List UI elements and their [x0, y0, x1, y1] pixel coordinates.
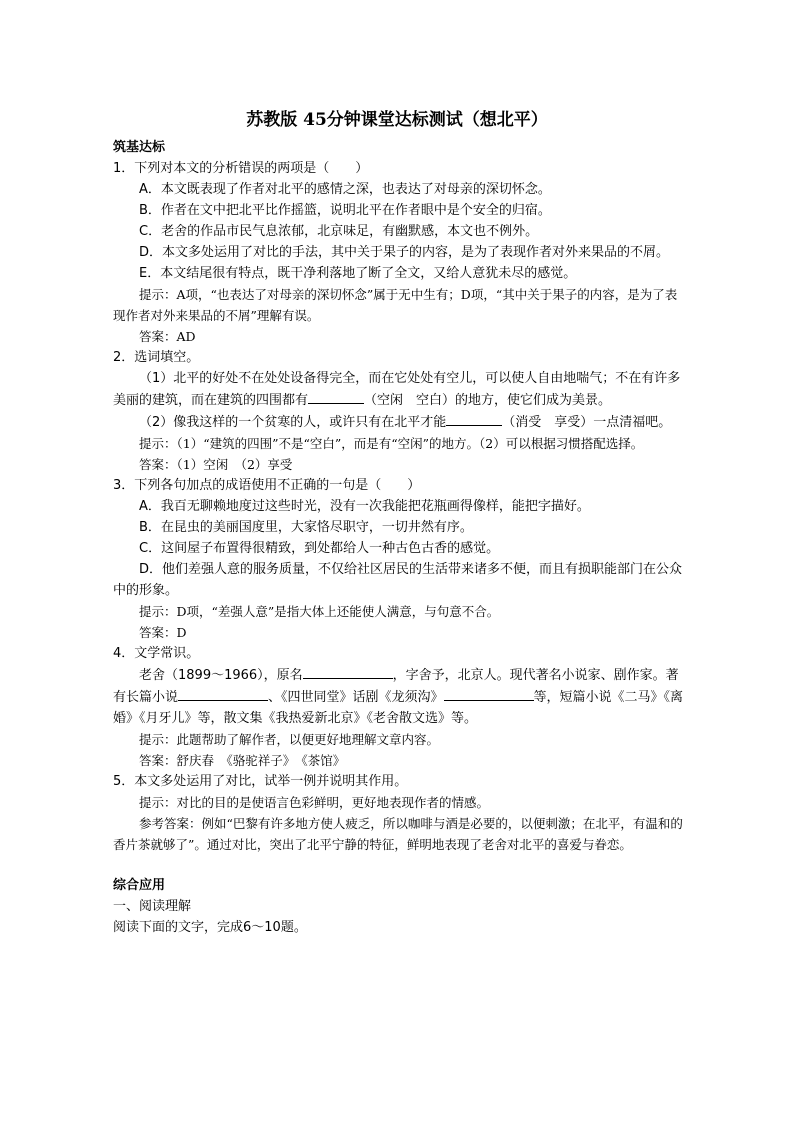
fill-blank[interactable] [446, 411, 502, 426]
q3-option-c: C．这间屋子布置得很精致，到处都给人一种古色古香的感觉。 [139, 541, 500, 556]
fill-blank[interactable] [178, 686, 268, 701]
q4-text-4: 等，短篇小说《二马》《离婚》《月牙儿》等，散文集《我热爱新北京》《老舍散文选》等。 [113, 690, 684, 726]
q2-item-1-text-a: （1）北平的好处不在处处设备得完全，而在它处处有空儿，可以使人自由地喘气；不在有许多美丽的建筑，而在建筑的四围都有 [113, 371, 681, 408]
subsection-heading: 一、阅读理解 [113, 899, 192, 914]
question-1-stem: 1．下列对本文的分析错误的两项是（ ） [113, 161, 369, 176]
q1-hint: 提示：A项，“也表达了对母亲的深切怀念”属于无中生有；D项，“其中关于果子的内容，是为了表现作者对外来果品的不屑”理解有误。 [113, 287, 678, 323]
q4-text-1: 老舍（1899～1966），原名 [139, 668, 303, 683]
reading-instruction: 阅读下面的文字，完成6～10题。 [113, 920, 307, 935]
q2-item-2-text-a: （2）像我这样的一个贫寒的人，或许只有在北平才能 [139, 415, 447, 430]
q1-option-a: A．本文既表现了作者对北平的感情之深，也表达了对母亲的深切怀念。 [139, 182, 551, 197]
page-title: 苏教版 45分钟课堂达标测试（想北平） [246, 110, 548, 130]
q4-text-3: 、《四世同堂》话剧《龙须沟》 [268, 690, 444, 705]
q2-item-2 [113, 411, 685, 433]
q1-option-b: B．作者在文中把北平比作摇篮，说明北平在作者眼中是个安全的归宿。 [139, 203, 551, 218]
question-5-stem: 5．本文多处运用了对比，试举一例并说明其作用。 [113, 774, 408, 789]
document-body [113, 137, 685, 938]
q2-item-1 [113, 368, 685, 411]
q5-hint: 提示：对比的目的是使语言色彩鲜明，更好地表现作者的情感。 [139, 795, 490, 810]
q2-item-2-text-b: （消受 享受）一点清福吧。 [502, 415, 672, 430]
section-heading-application: 综合应用 [113, 878, 166, 893]
q5-answer: 参考答案：例如“巴黎有许多地方使人疲乏，所以咖啡与酒是必要的，以便刺激；在北平，有温和的香片茶就够了”。通过对比，突出了北平宁静的特征，鲜明地表现了老舍对北平的喜爱与眷恋。 [113, 816, 683, 852]
q1-option-d: D．本文多处运用了对比的手法，其中关于果子的内容，是为了表现作者对外来果品的不屑。 [139, 245, 670, 260]
q4-answer: 答案：舒庆春 《骆驼祥子》 《茶馆》 [139, 753, 346, 768]
q3-option-a: A．我百无聊赖地度过这些时光，没有一次我能把花瓶画得像样，能把字描好。 [139, 499, 590, 514]
q1-answer: 答案：AD [139, 329, 196, 344]
q3-option-d: D．他们差强人意的服务质量，不仅给社区居民的生活带来诸多不便，而且有损职能部门在公众中的形象。 [113, 562, 683, 598]
q3-option-b: B．在昆虫的美丽国度里，大家恪尽职守，一切井然有序。 [139, 520, 473, 535]
q1-option-c: C．老舍的作品市民气息浓郁，北京味足，有幽默感，本文也不例外。 [139, 224, 539, 239]
fill-blank[interactable] [303, 664, 393, 679]
q4-text-2: ，字舍予，北京人。现代著名小说家、剧作家。著有长篇小说 [113, 668, 679, 705]
q3-hint: 提示：D项，“差强人意”是指大体上还能使人满意，与句意不合。 [139, 604, 500, 619]
q4-hint: 提示：此题帮助了解作者，以便更好地理解文章内容。 [139, 732, 440, 747]
fill-blank[interactable] [308, 389, 364, 404]
q2-item-1-text-b: （空闲 空白）的地方，使它们成为美景。 [364, 393, 612, 408]
question-2-stem: 2．选词填空。 [113, 350, 200, 365]
q3-answer: 答案：D [139, 625, 187, 640]
question-3-stem: 3．下列各句加点的成语使用不正确的一句是（ ） [113, 478, 421, 493]
q2-hint: 提示：（1）“建筑的四围”不是“空白”，而是有“空闲”的地方。（2）可以根据习惯搭配选择。 [139, 436, 644, 451]
q2-answer: 答案：（1）空闲 （2）享受 [139, 457, 293, 472]
section-heading-basic: 筑基达标 [113, 140, 166, 155]
section-spacer [113, 855, 685, 875]
fill-blank[interactable] [444, 686, 534, 701]
q1-option-e: E．本文结尾很有特点，既干净利落地了断了全文，又给人意犹未尽的感觉。 [139, 266, 577, 281]
q4-paragraph [113, 664, 685, 729]
question-4-stem: 4．文学常识。 [113, 646, 200, 661]
